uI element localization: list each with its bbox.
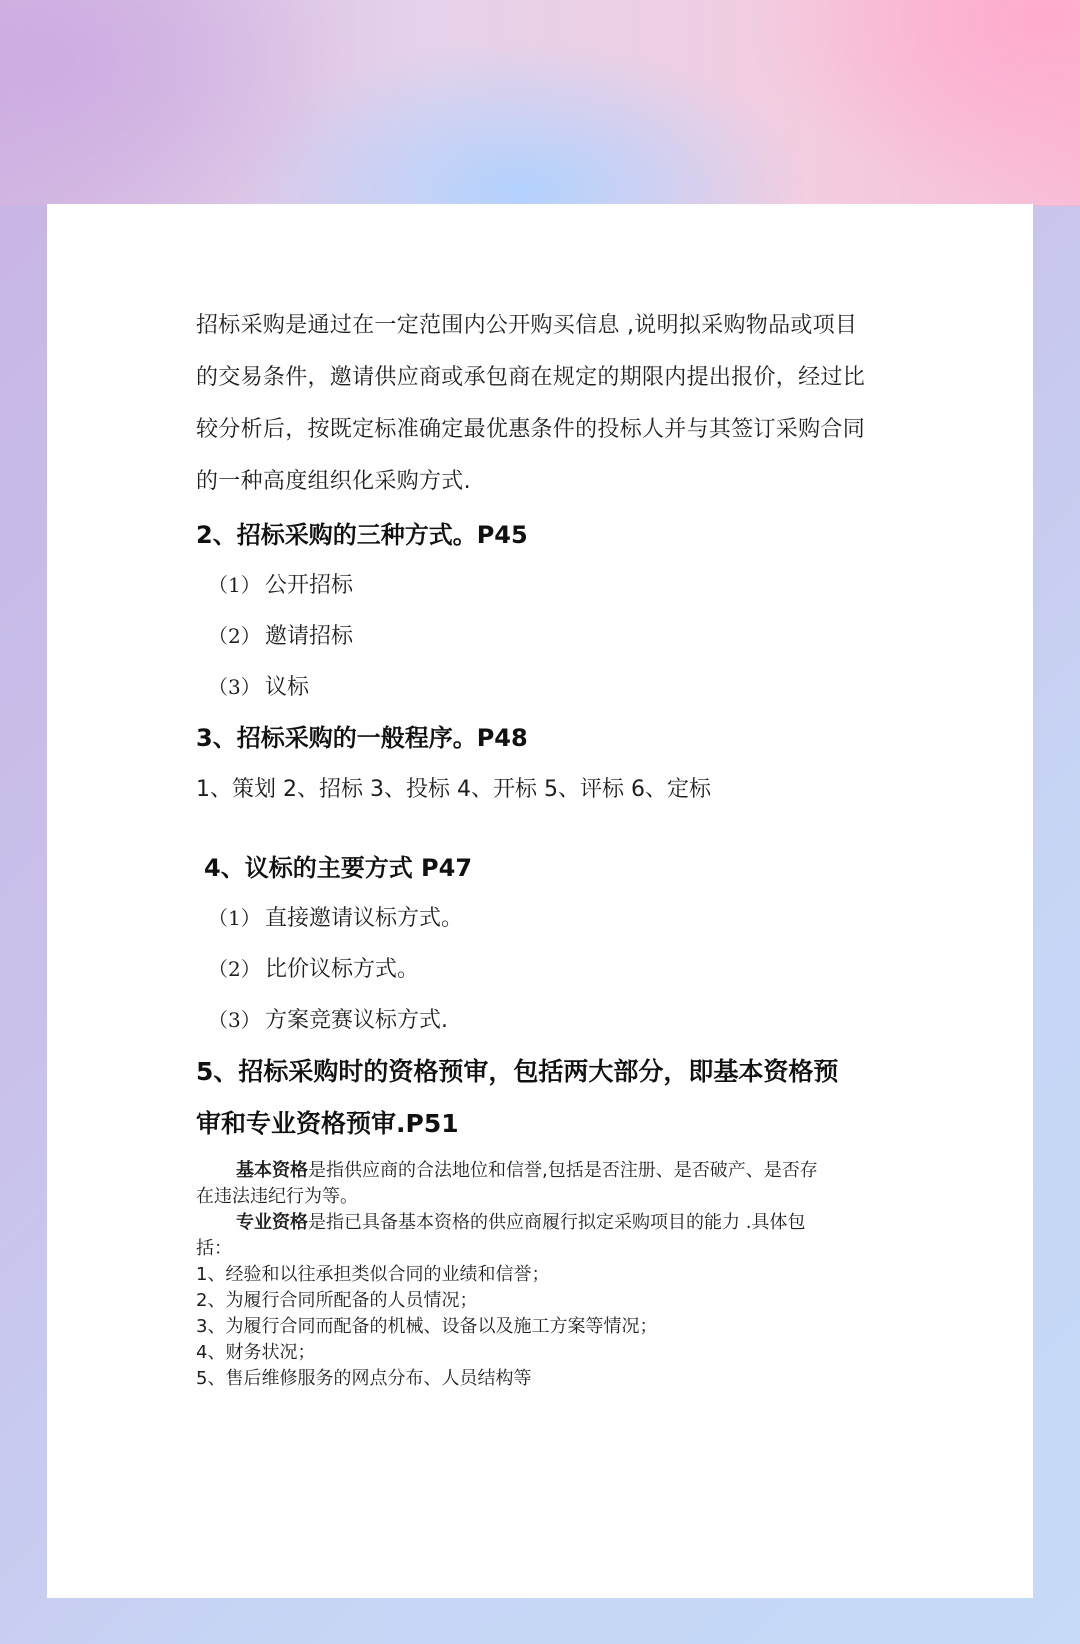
professional-qualification-line: 括： xyxy=(196,1238,232,1259)
item-number: （3） xyxy=(208,675,261,699)
decorative-gradient-band xyxy=(0,0,1080,205)
qualification-list-item: 2、为履行合同所配备的人员情况； xyxy=(196,1290,478,1311)
section5-heading-line1: 5、招标采购时的资格预审，包括两大部分，即基本资格预 xyxy=(196,1057,839,1086)
basic-qualification-line xyxy=(196,1158,896,1184)
item-text: 议标 xyxy=(265,675,310,700)
section2-heading: 2、招标采购的三种方式。P45 xyxy=(196,521,528,549)
item-number: （1） xyxy=(208,573,261,597)
section2-list xyxy=(196,560,896,713)
section4-heading: 4、议标的主要方式 P47 xyxy=(204,854,473,882)
item-text: 直接邀请议标方式。 xyxy=(265,906,464,931)
list-item xyxy=(208,944,896,995)
item-number: （2） xyxy=(208,624,261,648)
intro-line: 招标采购是通过在一定范围内公开购买信息 ,说明拟采购物品或项目 xyxy=(196,313,858,338)
intro-line: 较分析后，按既定标准确定最优惠条件的投标人并与其签订采购合同 xyxy=(196,417,866,442)
item-number: （1） xyxy=(208,906,261,930)
qualification-details xyxy=(196,1158,896,1392)
qualification-list-item: 4、财务状况； xyxy=(196,1342,316,1363)
list-item xyxy=(208,662,896,713)
item-text: 比价议标方式。 xyxy=(265,957,420,982)
section3-heading: 3、招标采购的一般程序。P48 xyxy=(196,724,528,752)
item-text: 方案竞赛议标方式. xyxy=(265,1008,448,1033)
list-item xyxy=(208,611,896,662)
item-number: （2） xyxy=(208,957,261,981)
intro-line: 的交易条件，邀请供应商或承包商在规定的期限内提出报价，经过比 xyxy=(196,365,866,390)
qualification-list-item: 5、售后维修服务的网点分布、人员结构等 xyxy=(196,1368,532,1389)
item-number: （3） xyxy=(208,1008,261,1032)
list-item xyxy=(208,995,896,1046)
qualification-list-item: 1、经验和以往承担类似合同的业绩和信誉； xyxy=(196,1264,550,1285)
item-text: 邀请招标 xyxy=(265,624,354,649)
intro-paragraph xyxy=(196,300,896,508)
section5-heading-line2: 审和专业资格预审.P51 xyxy=(196,1109,459,1138)
professional-qualification-line xyxy=(196,1210,896,1236)
procedure-steps: 1、策划 2、招标 3、投标 4、开标 5、评标 6、定标 xyxy=(196,777,711,802)
qualification-list-item: 3、为履行合同而配备的机械、设备以及施工方案等情况； xyxy=(196,1316,658,1337)
basic-qualification-text: 是指供应商的合法地位和信誉,包括是否注册、是否破产、是否存 xyxy=(308,1160,818,1181)
item-text: 公开招标 xyxy=(265,573,354,598)
basic-qualification-term: 基本资格 xyxy=(236,1160,308,1181)
list-item xyxy=(208,893,896,944)
list-item xyxy=(208,560,896,611)
intro-line: 的一种高度组织化采购方式. xyxy=(196,469,471,494)
document-content xyxy=(196,300,896,1392)
professional-qualification-term: 专业资格 xyxy=(236,1212,308,1233)
basic-qualification-line: 在违法违纪行为等。 xyxy=(196,1186,358,1207)
professional-qualification-text: 是指已具备基本资格的供应商履行拟定采购项目的能力 .具体包 xyxy=(308,1212,806,1233)
section4-list xyxy=(196,893,896,1046)
